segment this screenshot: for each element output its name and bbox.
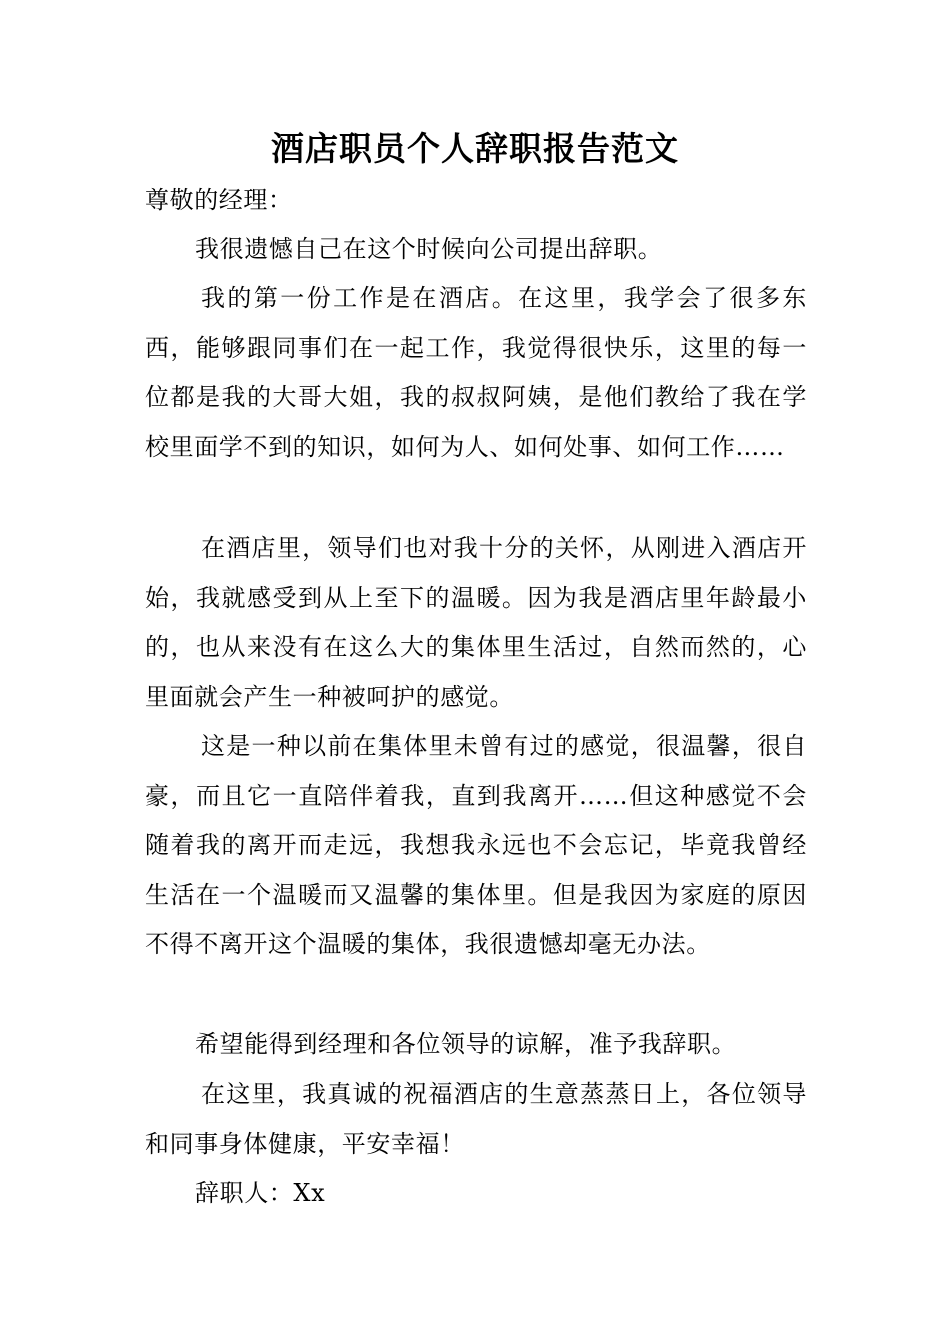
signature: 辞职人：Xx: [195, 1179, 326, 1207]
paragraph-1: 我很遗憾自己在这个时候向公司提出辞职。: [195, 235, 663, 263]
paragraph-2: 我的第一份工作是在酒店。在这里，我学会了很多东西，能够跟同事们在一起工作，我觉得很快乐，这里的每一位都是我的大哥大姐，我的叔叔阿姨，是他们教给了我在学校里面学不到的知识，如何为人、如何处事、如何工作……: [145, 284, 807, 461]
paragraph-3: 在酒店里，领导们也对我十分的关怀，从刚进入酒店开始，我就感受到从上至下的温暖。因为我是酒店里年龄最小的，也从来没有在这么大的集体里生活过，自然而然的，心里面就会产生一种被呵护的感觉。: [145, 534, 807, 711]
paragraph-5: 希望能得到经理和各位领导的谅解，准予我辞职。: [195, 1030, 737, 1058]
document-title: 酒店职员个人辞职报告范文: [271, 129, 679, 168]
paragraph-6: 在这里，我真诚的祝福酒店的生意蒸蒸日上，各位领导和同事身体健康，平安幸福！: [145, 1080, 807, 1158]
salutation: 尊敬的经理：: [145, 186, 293, 214]
paragraph-4: 这是一种以前在集体里未曾有过的感觉，很温馨，很自豪，而且它一直陪伴着我，直到我离开……但这种感觉不会随着我的离开而走远，我想我永远也不会忘记，毕竟我曾经生活在一个温暖而又温馨的集体里。但是我因为家庭的原因不得不离开这个温暖的集体，我很遗憾却毫无办法。: [145, 732, 807, 958]
